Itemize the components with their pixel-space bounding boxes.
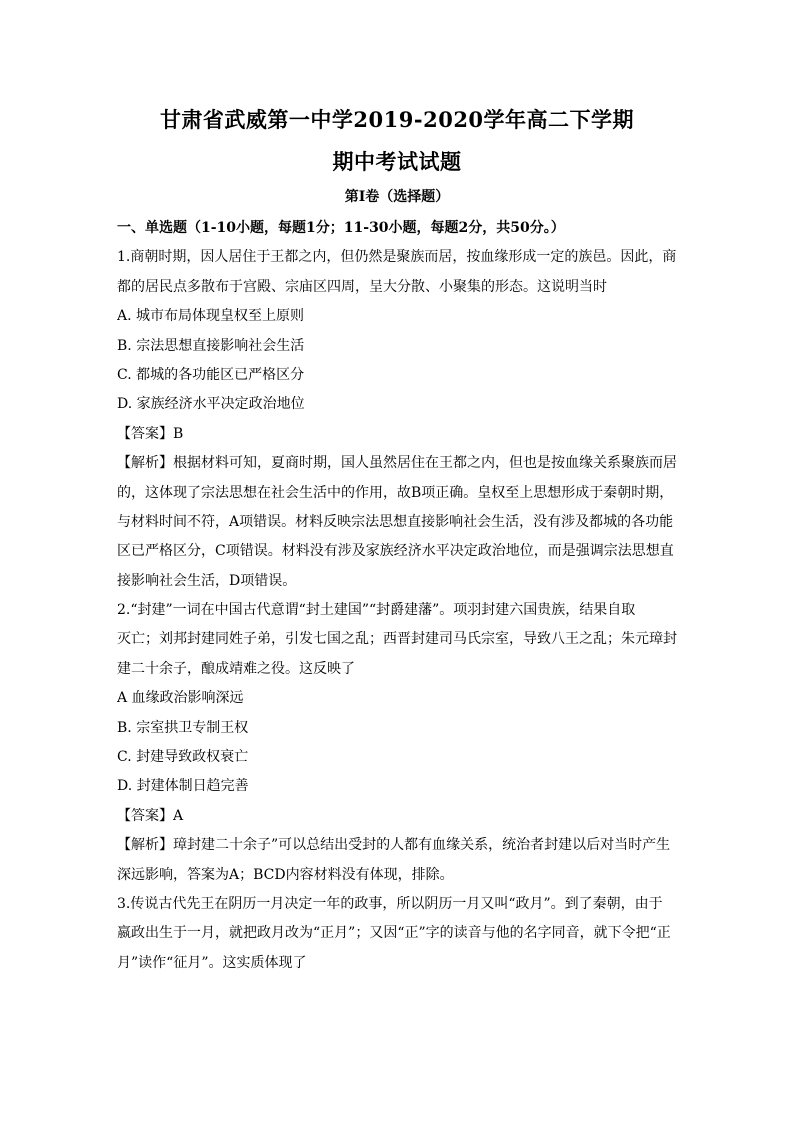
question-2-analysis-line: 【解析】璋封建二十余子”可以总结出受封的人都有血缘关系，统治者封建以后对当时产生 xyxy=(117,837,671,854)
question-2-option-a: A 血缘政治影响深远 xyxy=(117,690,244,707)
document-title-line1: 甘肃省武威第一中学2019-2020学年高二下学期 xyxy=(159,107,635,132)
question-2-stem-line: 建二十余子，酿成靖难之役。这反映了 xyxy=(117,660,355,677)
question-1-option-a: A. 城市布局体现皇权至上原则 xyxy=(117,308,305,325)
question-2-option-b: B. 宗室拱卫专制王权 xyxy=(117,719,249,736)
question-1-analysis-line: 【解析】根据材料可知，夏商时期，国人虽然居住在王都之内，但也是按血缘关系聚族而居 xyxy=(117,455,677,472)
document-body xyxy=(117,214,679,978)
question-1-stem-line: 都的居民点多散布于宫殿、宗庙区四周，呈大分散、小聚集的形态。这说明当时 xyxy=(117,278,607,295)
document-title-line2: 期中考试试题 xyxy=(332,149,462,174)
question-2-option-c: C. 封建导致政权衰亡 xyxy=(117,749,249,766)
question-2-option-d: D. 封建体制日趋完善 xyxy=(117,778,249,795)
question-2-stem-line: 灭亡；刘邦封建同姓子弟，引发七国之乱；西晋封建司马氏宗室，导致八王之乱；朱元璋封 xyxy=(117,631,677,648)
question-1-analysis-line: 的，这体现了宗法思想在社会生活中的作用，故B项正确。皇权至上思想形成于秦朝时期， xyxy=(117,484,674,501)
question-1-answer: 【答案】B xyxy=(117,425,184,442)
volume-heading: 第Ⅰ卷（选择题） xyxy=(344,189,450,205)
question-2-stem-line: 2.“封建”一词在中国古代意谓“封土建国”“封爵建藩”。项羽封建六国贵族，结果自取 xyxy=(117,602,636,619)
question-3-stem-line: 3.传说古代先王在阴历一月决定一年的政事，所以阴历一月又叫“政月”。到了秦朝，由于 xyxy=(117,895,663,912)
question-3-stem-line: 月”读作“征月”。这实质体现了 xyxy=(117,954,307,971)
question-3-stem-line: 嬴政出生于一月，就把政月改为“正月”；又因“正”字的读音与他的名字同音，就下令把“正 xyxy=(117,925,671,942)
question-1-analysis-line: 接影响社会生活，D项错误。 xyxy=(117,572,297,589)
section-heading: 一、单选题（1-10小题，每题1分；11-30小题，每题2分，共50分。） xyxy=(117,220,565,236)
question-1-option-b: B. 宗法思想直接影响社会生活 xyxy=(117,337,305,354)
question-1-analysis-line: 与材料时间不符，A项错误。材料反映宗法思想直接影响社会生活，没有涉及都城的各功能 xyxy=(117,513,674,530)
question-1-option-d: D. 家族经济水平决定政治地位 xyxy=(117,396,305,413)
question-1-stem-line: 1.商朝时期，因人居住于王都之内，但仍然是聚族而居，按血缘形成一定的族邑。因此，商 xyxy=(117,249,677,266)
question-2-analysis-line: 深远影响，答案为A；BCD内容材料没有体现，排除。 xyxy=(117,866,454,883)
question-2-answer: 【答案】A xyxy=(117,807,184,824)
question-1-option-c: C. 都城的各功能区已严格区分 xyxy=(117,366,305,383)
question-1-analysis-line: 区已严格区分，C项错误。材料没有涉及家族经济水平决定政治地位，而是强调宗法思想直 xyxy=(117,543,674,560)
